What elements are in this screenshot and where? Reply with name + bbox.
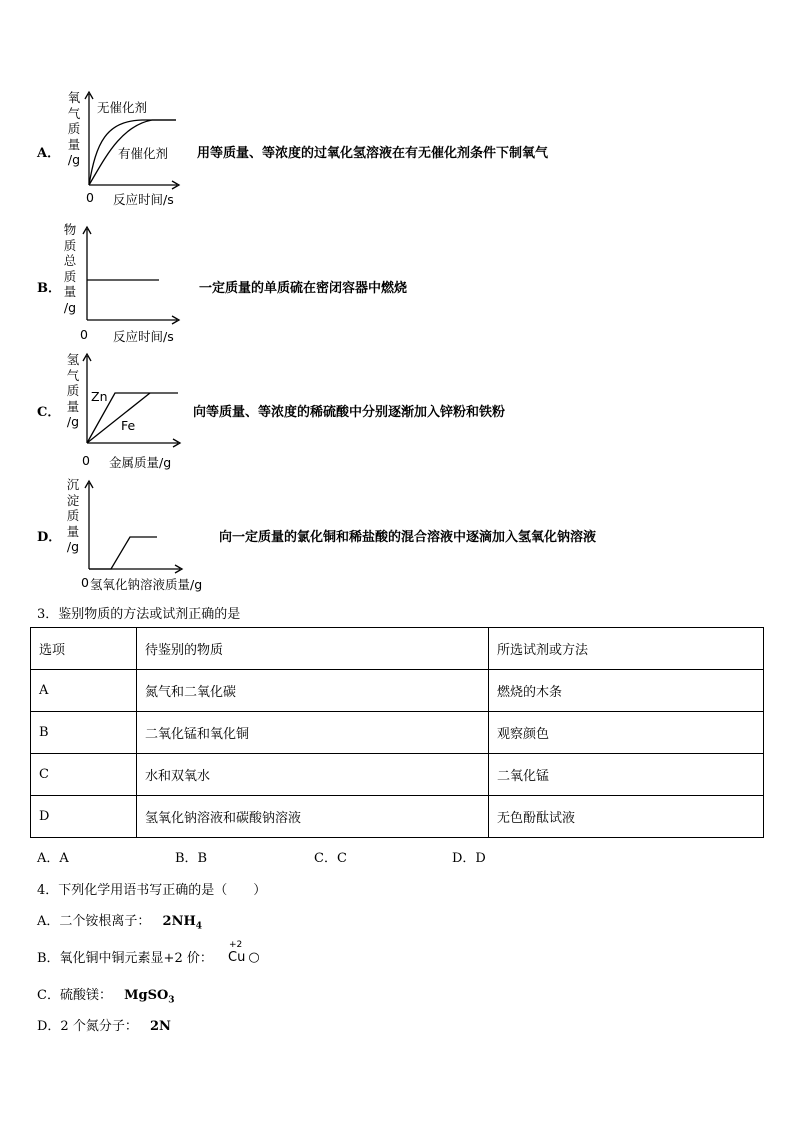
table-cell: D	[31, 796, 137, 838]
table-cell: C	[31, 754, 137, 796]
graph-a-curve-label-catalyst: 有催化剂	[118, 146, 169, 161]
graph-b-plot	[82, 223, 182, 325]
option-b-description: 一定质量的单质硫在密闭容器中燃烧	[199, 281, 408, 296]
q4-option-d-label: D．2 个氮分子：	[37, 1019, 138, 1034]
graph-a-origin: 0	[86, 190, 94, 205]
table-header-row	[31, 628, 764, 670]
graph-d-ylabel-char: 质	[66, 508, 80, 523]
q4-option-d	[37, 1015, 171, 1034]
q4-option-b	[37, 947, 213, 966]
question-4-text: 4．下列化学用语书写正确的是（ ）	[37, 883, 267, 898]
graph-c-curve-label-zn: Zn	[91, 389, 108, 404]
graph-c-ylabel	[65, 352, 81, 430]
graph-c-ylabel-char: /g	[66, 414, 80, 429]
graph-b-ylabel-char: 质	[63, 268, 77, 284]
graph-c-curve-label-fe: Fe	[121, 418, 136, 433]
q3-answer-c: C．C	[314, 851, 347, 866]
table-cell: 二氧化锰	[489, 754, 764, 796]
table-cell: A	[31, 670, 137, 712]
option-d-label: D．	[37, 530, 62, 545]
graph-d-ylabel-char: 沉	[66, 477, 80, 492]
graph-b-ylabel-char: 量	[63, 284, 77, 299]
graph-d-ylabel-char: 量	[66, 523, 80, 539]
graph-d-origin: 0	[81, 575, 89, 590]
graph-a-ylabel-char: 氧	[67, 90, 81, 105]
q3-answer-a: A．A	[37, 851, 69, 866]
graph-c-origin: 0	[82, 453, 90, 468]
graph-a-xlabel: 反应时间/s	[113, 192, 174, 207]
question-3-text: 3．鉴别物质的方法或试剂正确的是	[37, 607, 241, 622]
q4-option-b-formula	[228, 950, 260, 965]
q4-option-b-label: B．氧化铜中铜元素显+2 价：	[37, 951, 213, 966]
graph-a-ylabel-char: /g	[67, 152, 81, 167]
option-b-label: B．	[37, 281, 61, 296]
graph-d-curve	[89, 537, 157, 569]
graph-c-ylabel-char: 氢	[66, 352, 80, 367]
table-cell: 氢氧化钠溶液和碳酸钠溶液	[137, 796, 489, 838]
graph-c-ylabel-char: 气	[66, 367, 80, 383]
graph-b-ylabel	[62, 222, 78, 315]
table-cell: 水和双氧水	[137, 754, 489, 796]
graph-b-ylabel-char: 质	[63, 237, 77, 253]
graph-b-ylabel-char: 物	[63, 222, 77, 237]
table-row	[31, 754, 764, 796]
table-row	[31, 796, 764, 838]
graph-b-ylabel-char: /g	[63, 299, 77, 315]
table-cell: 无色酚酞试液	[489, 796, 764, 838]
formula-subscript: 4	[195, 921, 203, 932]
graph-b-ylabel-char: 总	[63, 253, 77, 268]
q4-option-c-formula	[124, 988, 175, 1006]
graph-d-plot	[84, 477, 186, 575]
table-header-cell: 待鉴别的物质	[137, 628, 489, 670]
table-cell: 观察颜色	[489, 712, 764, 754]
table-row	[31, 712, 764, 754]
circle-symbol: ○	[248, 950, 260, 965]
option-c-label: C．	[37, 405, 61, 420]
q4-option-a	[37, 910, 202, 932]
q3-table	[30, 627, 764, 838]
table-header-cell: 选项	[31, 628, 137, 670]
table-header-cell: 所选试剂或方法	[489, 628, 764, 670]
graph-b-origin: 0	[80, 327, 88, 342]
graph-d-ylabel	[65, 477, 81, 555]
q4-option-a-formula	[162, 914, 203, 932]
formula-text: Cu	[228, 950, 246, 965]
graph-a-ylabel-char: 气	[67, 105, 81, 121]
graph-d-ylabel-char: /g	[66, 539, 80, 554]
formula-subscript: 3	[168, 995, 175, 1006]
graph-d-xlabel: 氢氧化钠溶液质量/g	[90, 577, 203, 592]
graph-d-ylabel-char: 淀	[66, 492, 80, 508]
graph-c-ylabel-char: 量	[66, 398, 80, 414]
table-cell: 燃烧的木条	[489, 670, 764, 712]
graph-c-xlabel: 金属质量/g	[109, 455, 172, 470]
graph-a-ylabel	[66, 90, 82, 168]
option-a-description: 用等质量、等浓度的过氧化氢溶液在有无催化剂条件下制氧气	[197, 146, 549, 161]
q3-answer-d: D．D	[452, 851, 486, 866]
option-a-label: A．	[37, 146, 61, 161]
graph-a-ylabel-char: 量	[67, 136, 81, 152]
graph-a-ylabel-char: 质	[67, 121, 81, 136]
formula-text: MgSO	[124, 988, 169, 1003]
graph-b-xlabel: 反应时间/s	[113, 329, 174, 344]
option-c-description: 向等质量、等浓度的稀硫酸中分别逐渐加入锌粉和铁粉	[193, 405, 506, 420]
table-cell: 二氧化锰和氧化铜	[137, 712, 489, 754]
formula-text: 2NH	[162, 914, 196, 929]
q4-option-d-formula: 2N	[149, 1019, 171, 1034]
q4-option-c	[37, 984, 175, 1006]
q3-answer-b: B．B	[175, 851, 208, 866]
option-d-description: 向一定质量的氯化铜和稀盐酸的混合溶液中逐滴加入氢氧化钠溶液	[219, 530, 597, 545]
table-cell: 氮气和二氧化碳	[137, 670, 489, 712]
graph-c-ylabel-char: 质	[66, 383, 80, 398]
q4-option-b-valence: +2	[229, 940, 243, 950]
table-cell: B	[31, 712, 137, 754]
graph-a-curve-label-no-catalyst: 无催化剂	[97, 100, 148, 115]
q4-option-a-label: A．二个铵根离子：	[37, 914, 151, 929]
table-row	[31, 670, 764, 712]
q4-option-c-label: C．硫酸镁：	[37, 988, 112, 1003]
